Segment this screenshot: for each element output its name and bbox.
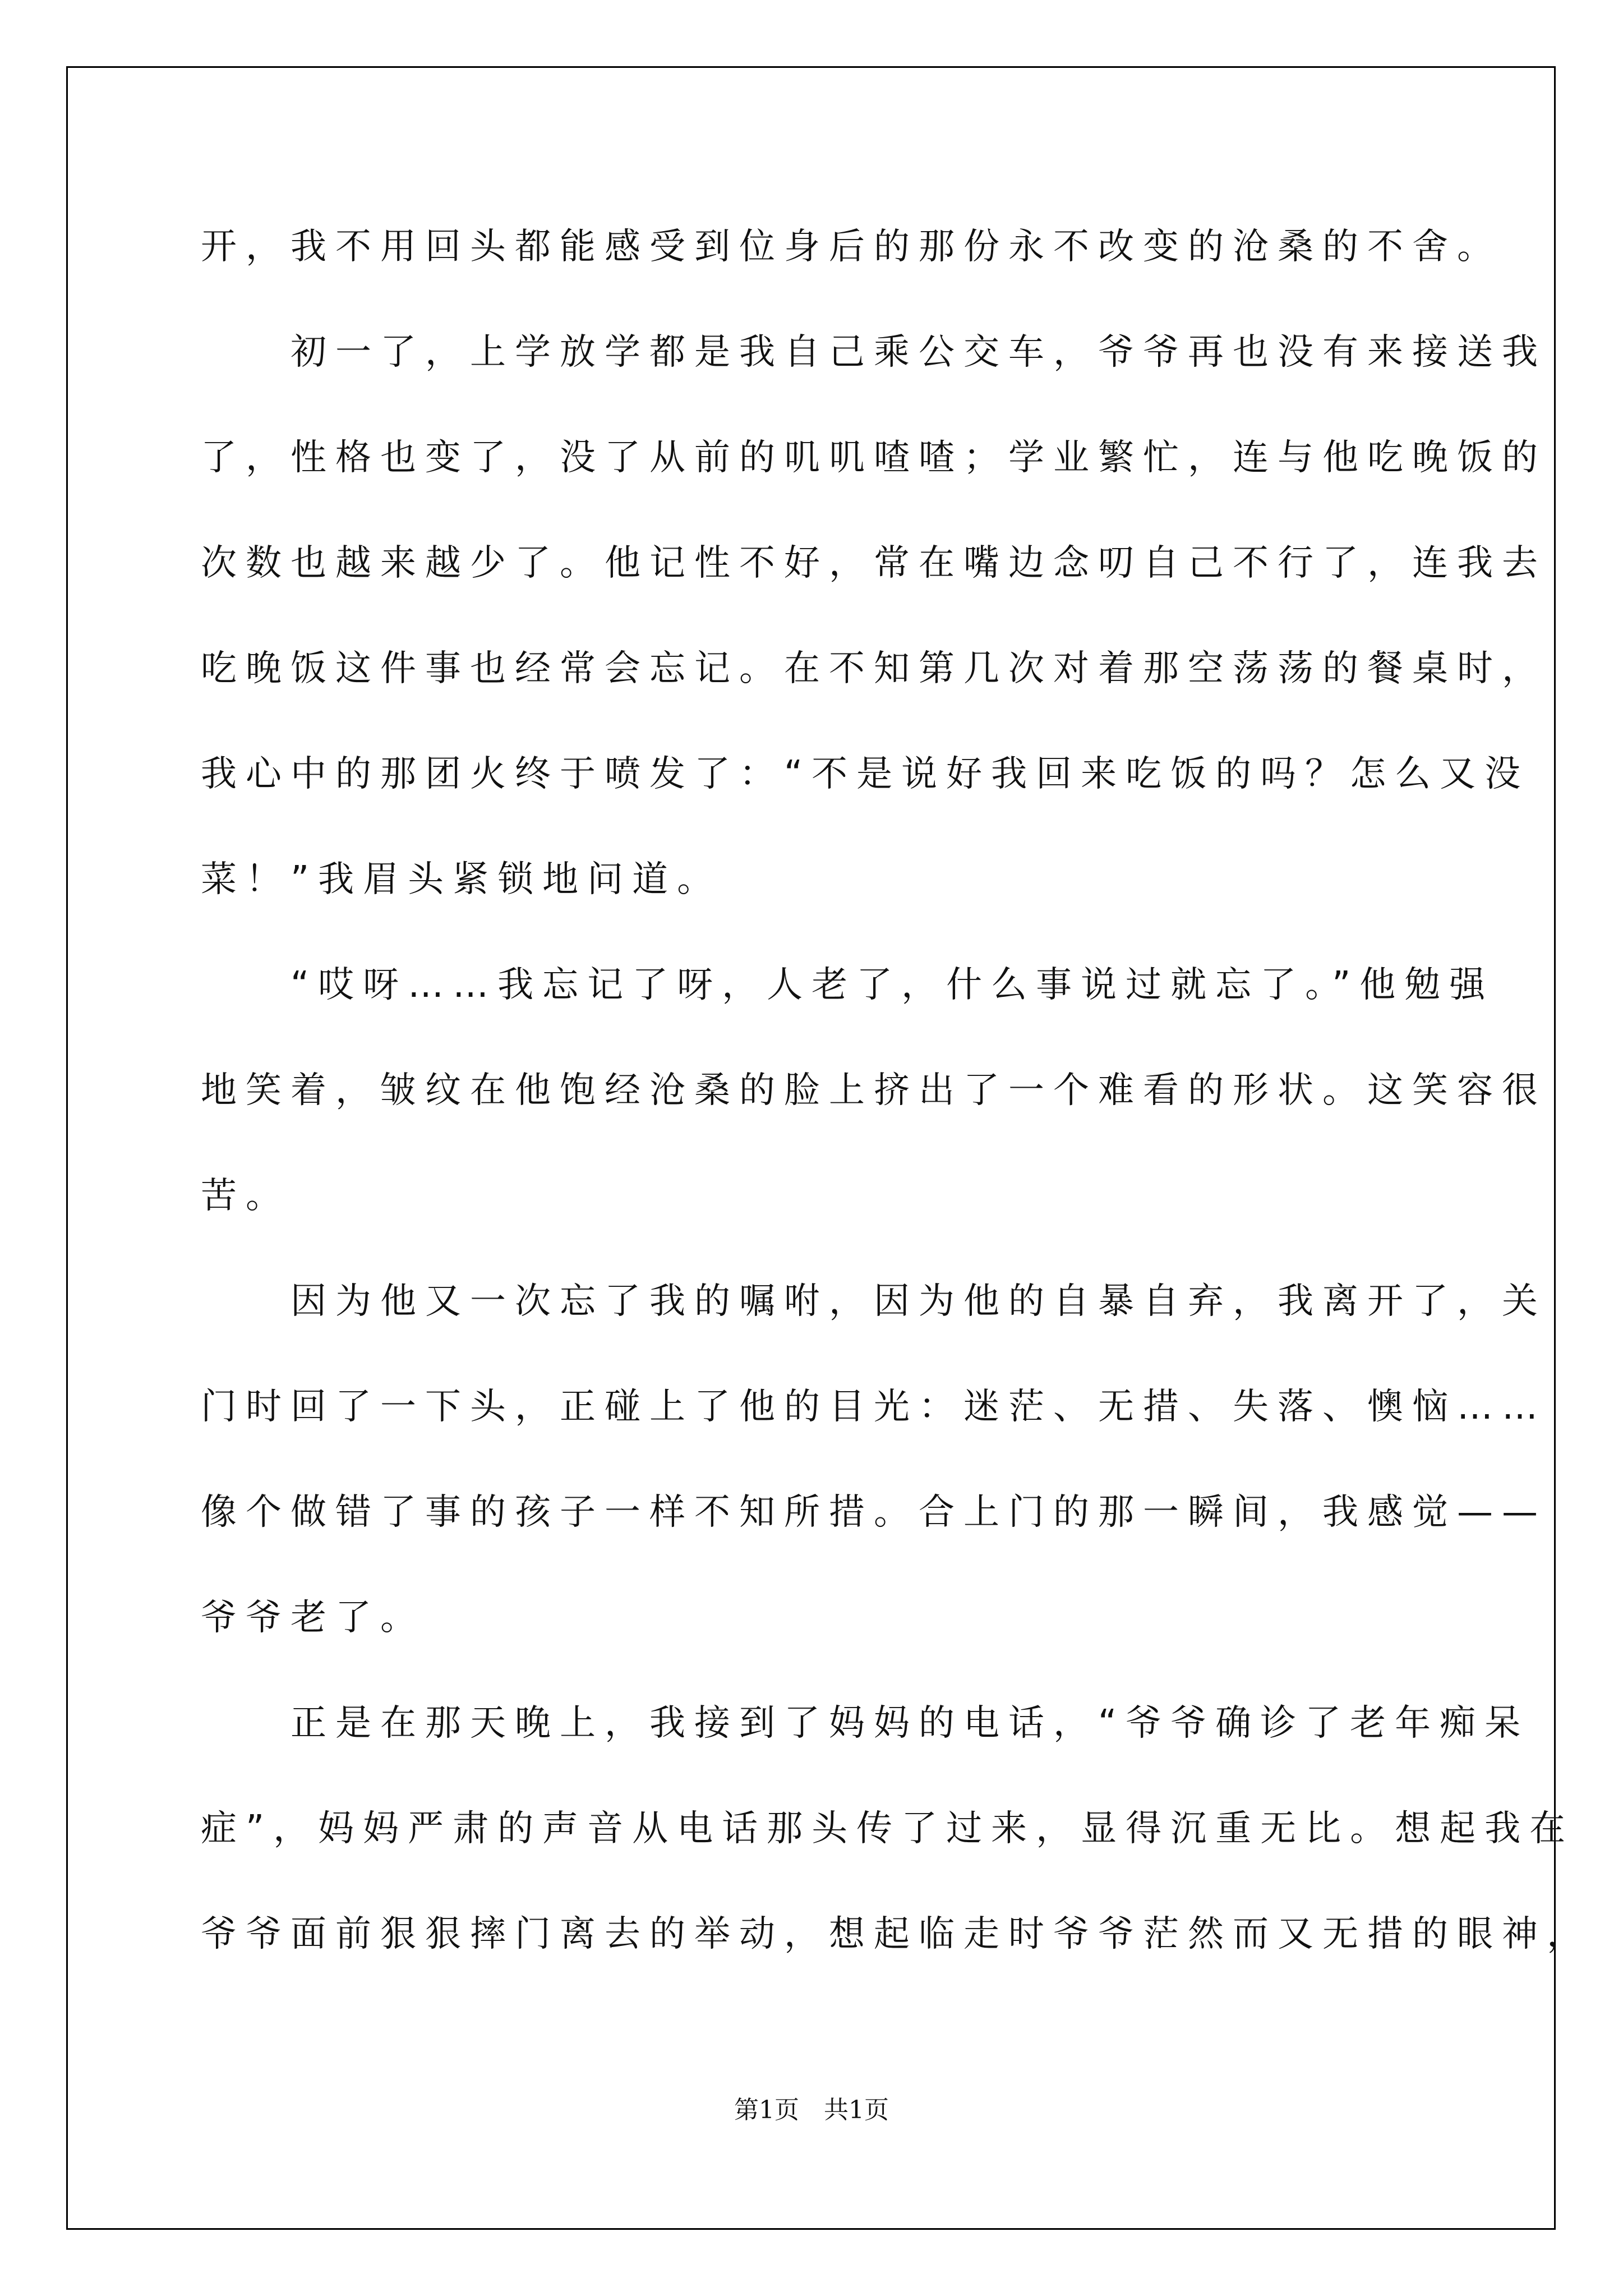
text-line-5: 吃晚饭这件事也经常会忘记。在不知第几次对着那空荡荡的餐桌时， <box>201 648 1547 689</box>
text-line-10: 苦。 <box>201 1175 291 1217</box>
text-line-14: 爷爷老了。 <box>201 1597 425 1639</box>
text-line-8: “哎呀……我忘记了呀，人老了，什么事说过就忘了。”他勉强 <box>201 964 1495 1006</box>
text-line-2: 初一了，上学放学都是我自己乘公交车，爷爷再也没有来接送我 <box>201 332 1547 373</box>
text-line-4: 次数也越来越少了。他记性不好，常在嘴边念叨自己不行了，连我去 <box>201 542 1547 584</box>
text-line-13: 像个做错了事的孩子一样不知所措。合上门的那一瞬间，我感觉—— <box>201 1492 1547 1533</box>
text-line-7: 菜！”我眉头紧锁地问道。 <box>201 859 722 900</box>
text-line-15: 正是在那天晚上，我接到了妈妈的电话，“爷爷确诊了老年痴呆 <box>201 1703 1530 1744</box>
text-line-3: 了，性格也变了，没了从前的叽叽喳喳；学业繁忙，连与他吃晚饭的 <box>201 437 1547 478</box>
page-footer: 第1页 共1页 <box>734 2096 889 2124</box>
text-line-1: 开，我不用回头都能感受到位身后的那份永不改变的沧桑的不舍。 <box>201 226 1502 268</box>
text-line-6: 我心中的那团火终于喷发了：“不是说好我回来吃饭的吗？怎么又没 <box>201 753 1530 795</box>
text-line-11: 因为他又一次忘了我的嘱咐，因为他的自暴自弃，我离开了，关 <box>201 1281 1547 1322</box>
text-line-12: 门时回了一下头，正碰上了他的目光：迷茫、无措、失落、懊恼…… <box>201 1386 1547 1428</box>
text-line-16: 症”，妈妈严肃的声音从电话那头传了过来，显得沉重无比。想起我在 <box>201 1808 1575 1849</box>
text-line-17: 爷爷面前狠狠摔门离去的举动，想起临走时爷爷茫然而又无措的眼神， <box>201 1913 1592 1955</box>
text-line-9: 地笑着，皱纹在他饱经沧桑的脸上挤出了一个难看的形状。这笑容很 <box>201 1070 1547 1111</box>
